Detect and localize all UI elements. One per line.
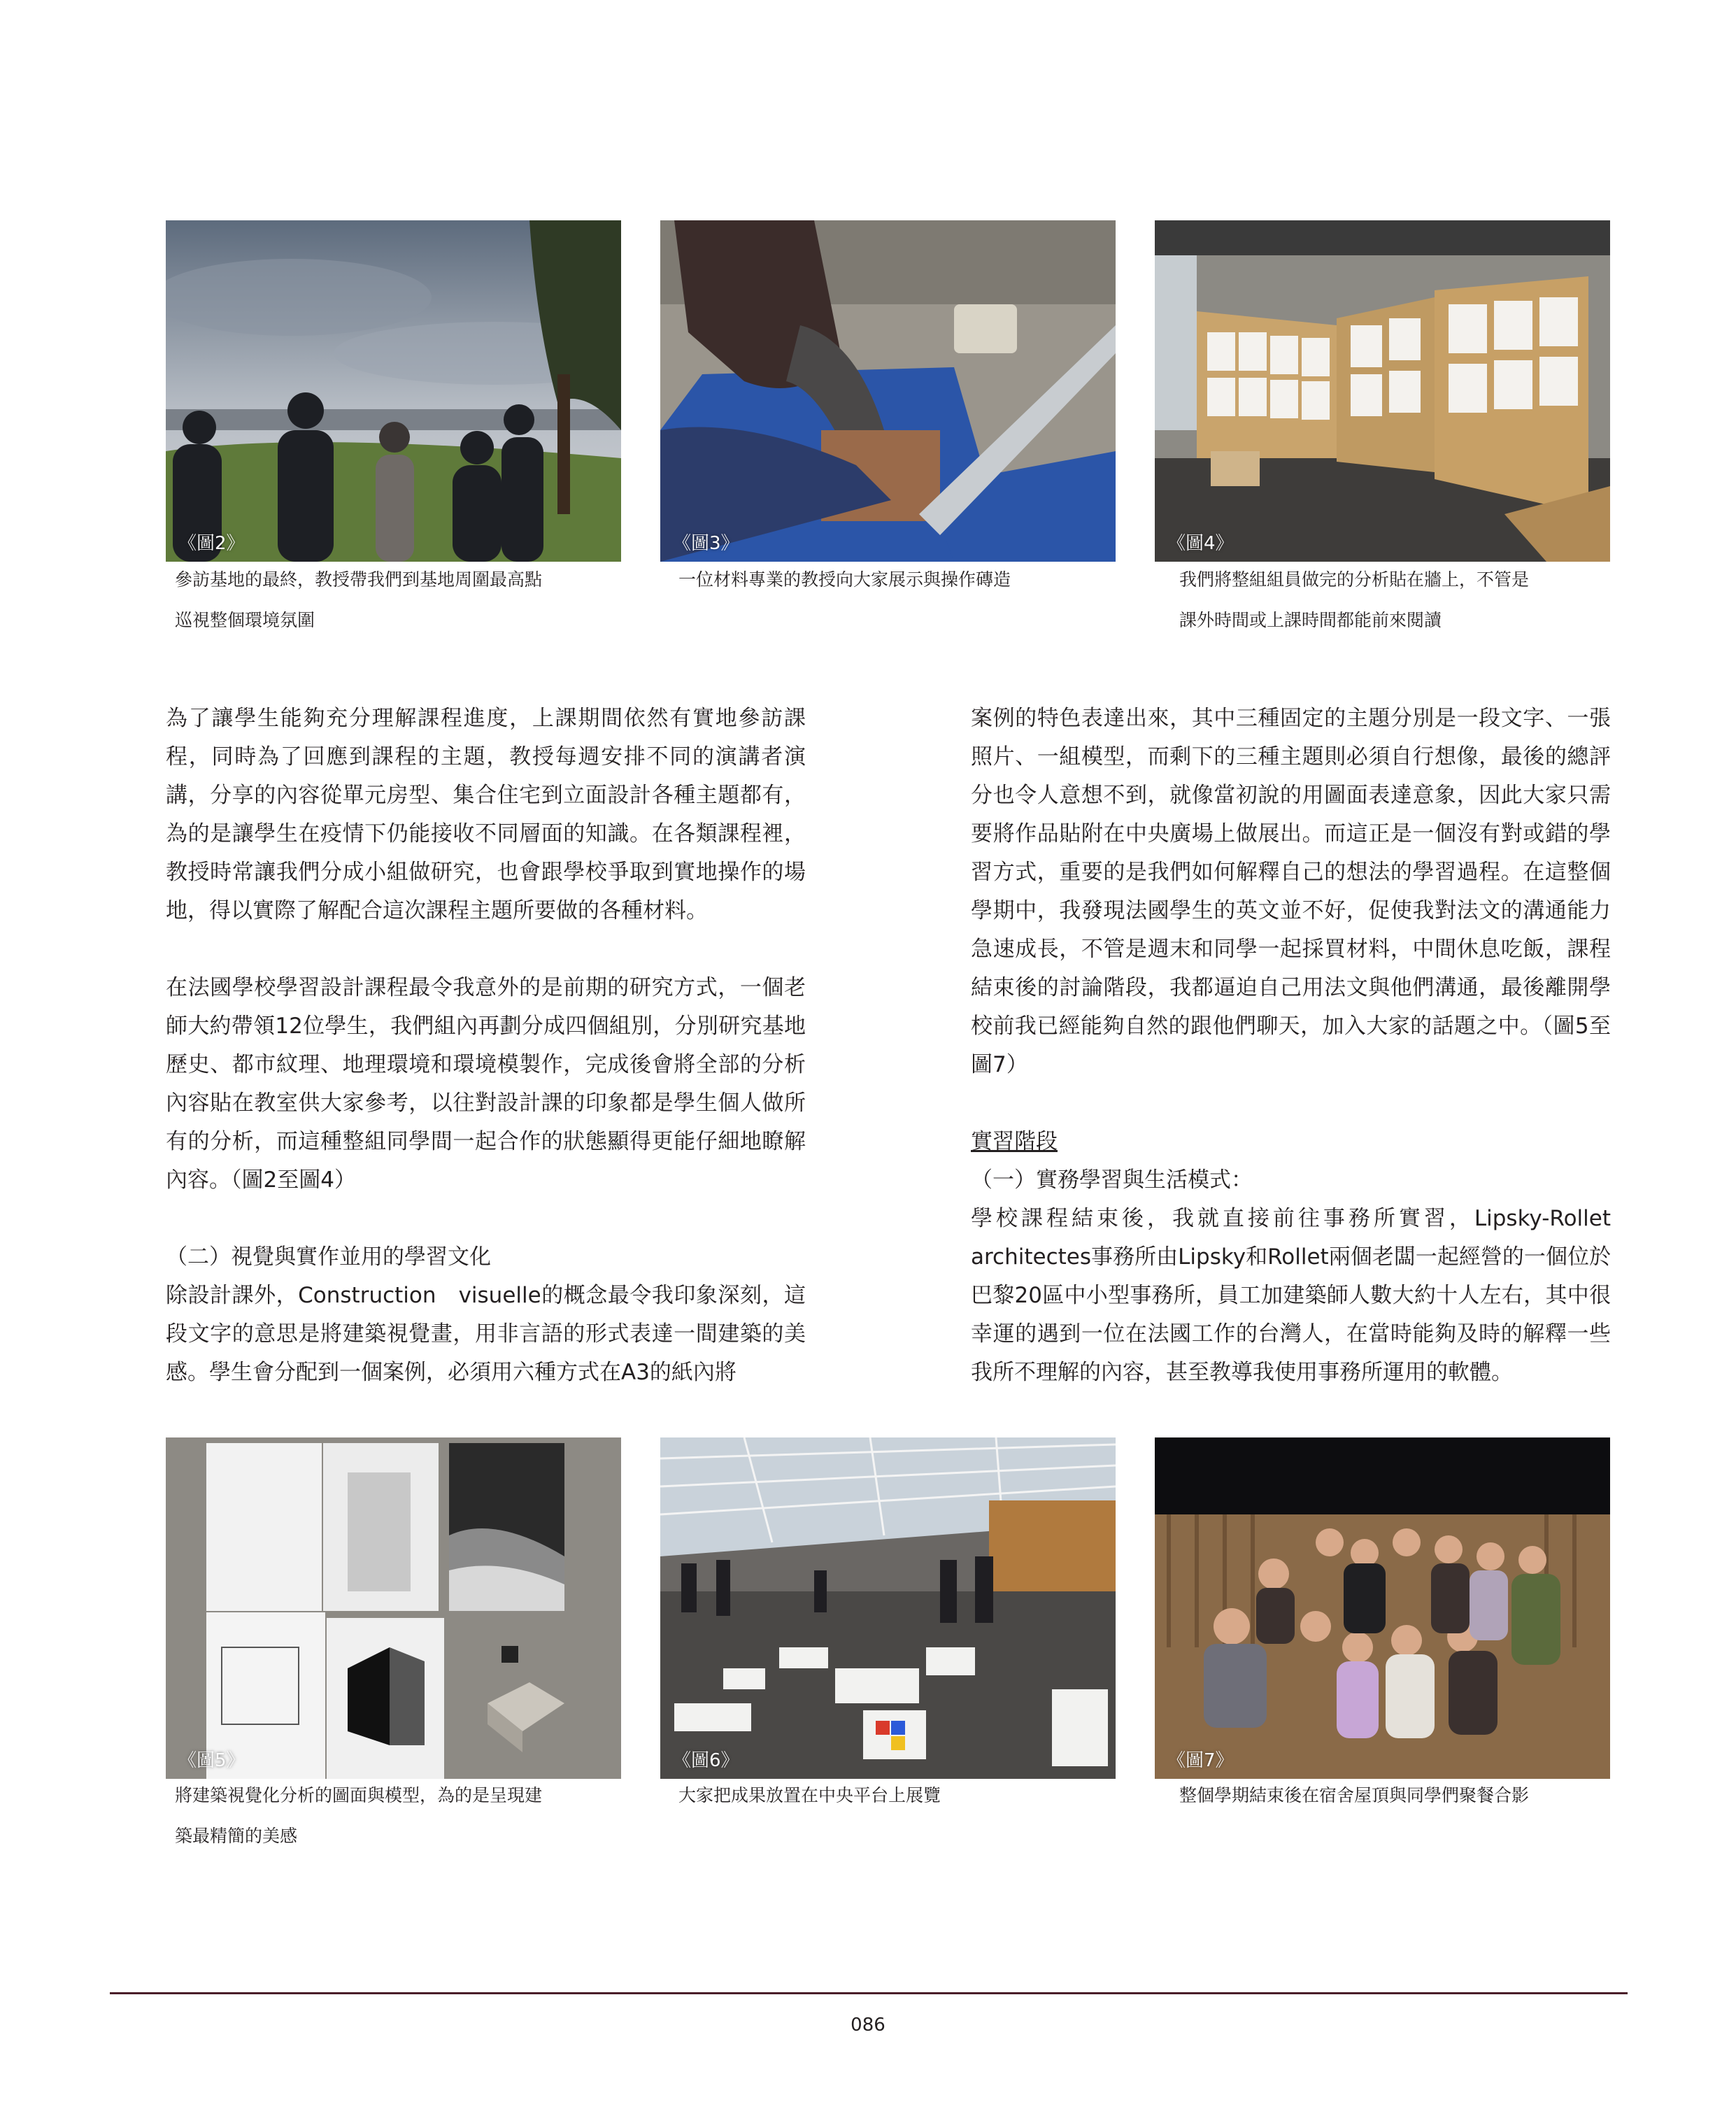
paragraph: 除設計課外，Construction visuelle的概念最令我印象深刻，這段文字的意思是將建築視覺畫，用非言語的形式表達一間建築的美感。學生會分配到一個案例，必須用六種方式在A3的紙內將 [166,1283,806,1385]
paragraph: 為了讓學生能夠充分理解課程進度，上課期間依然有實地參訪課程，同時為了回應到課程的主題，教授每週安排不同的演講者演講，分享的內容從單元房型、集合住宅到立面設計各種主題都有，為的是讓學生在疫情下仍能接收不同層面的知識。在各類課程裡，教授時常讓我們分成小組做研究，也會跟學校爭取到實地操作的場地，得以實際了解配合這次課程主題所要做的各種材料。 [166,706,806,923]
section-heading: 實習階段 [971,1129,1058,1154]
figure-7-image [1155,1437,1610,1779]
figure-5-photo [166,1437,621,1779]
figure-7-caption [1179,1775,1634,1816]
figure-4-label: 《圖4》 [1167,533,1234,554]
section-heading: （二）視覺與實作並用的學習文化 [166,1244,491,1270]
figure-4-image [1155,220,1610,562]
caption-line: 整個學期結束後在宿舍屋頂與同學們聚餐合影 [1179,1785,1530,1805]
figure-6-label: 《圖6》 [673,1750,739,1771]
figure-2-label: 《圖2》 [178,533,245,554]
caption-line: 將建築視覺化分析的圖面與模型，為的是呈現建 [175,1785,543,1805]
figure-4-photo [1155,220,1610,562]
figure-2-image [166,220,621,562]
figure-3-caption [678,560,1133,600]
figure-3-photo [660,220,1116,562]
caption-line: 築最精簡的美感 [175,1826,298,1846]
figure-7-photo [1155,1437,1610,1779]
figure-2-caption [175,560,629,641]
left-text-column [166,700,806,1430]
figure-7-label: 《圖7》 [1167,1750,1234,1771]
figure-6-caption [678,1775,1133,1816]
paragraph: 在法國學校學習設計課程最令我意外的是前期的研究方式，一個老師大約帶領12位學生，我們組內再劃分成四個組別，分別研究基地歷史、都市紋理、地理環境和環境模製作，完成後會將全部的分析內容貼在教室供大家參考，以往對設計課的印象都是學生個人做所有的分析，而這種整組同學間一起合作的狀態顯得更能仔細地瞭解內容。（圖2至圖4） [166,975,806,1193]
figure-5-caption [175,1775,629,1856]
caption-line: 課外時間或上課時間都能前來閱讀 [1179,610,1442,630]
figure-3-image [660,220,1116,562]
caption-line: 參訪基地的最終，教授帶我們到基地周圍最高點 [175,569,543,590]
caption-line: 巡視整個環境氛圍 [175,610,315,630]
sub-heading: （一）實務學習與生活模式： [971,1167,1253,1193]
paragraph: 案例的特色表達出來，其中三種固定的主題分別是一段文字、一張照片、一組模型，而剩下的三種主題則必須自行想像，最後的總評分也令人意想不到，就像當初說的用圖面表達意象，因此大家只需要將作品貼附在中央廣場上做展出。而這正是一個沒有對或錯的學習方式，重要的是我們如何解釋自己的想法的學習過程。在這整個學期中，我發現法國學生的英文並不好，促使我對法文的溝通能力急速成長，不管是週末和同學一起採買材料，中間休息吃飯，課程結束後的討論階段，我都逼迫自己用法文與他們溝通，最後離開學校前我已經能夠自然的跟他們聊天，加入大家的話題之中。（圖5至圖7） [971,706,1611,1077]
figure-3-label: 《圖3》 [673,533,739,554]
right-text-column [971,700,1611,1430]
footer-rule [110,1992,1628,1994]
page-number: 086 [851,2015,885,2036]
figure-4-caption [1179,560,1634,641]
caption-line: 一位材料專業的教授向大家展示與操作磚造 [678,569,1011,590]
figure-5-image [166,1437,621,1779]
caption-line: 我們將整組組員做完的分析貼在牆上，不管是 [1179,569,1530,590]
figure-6-photo [660,1437,1116,1779]
figure-2-photo [166,220,621,562]
figure-6-image [660,1437,1116,1779]
paragraph: 學校課程結束後，我就直接前往事務所實習，Lipsky-Rollet architectes事務所由Lipsky和Rollet兩個老闆一起經營的一個位於巴黎20區中小型事務所，員工加建築師人數大約十人左右，其中很幸運的遇到一位在法國工作的台灣人，在當時能夠及時的解釋一些我所不理解的內容，甚至教導我使用事務所運用的軟體。 [971,1206,1611,1385]
figure-5-label: 《圖5》 [178,1750,245,1771]
caption-line: 大家把成果放置在中央平台上展覽 [678,1785,941,1805]
